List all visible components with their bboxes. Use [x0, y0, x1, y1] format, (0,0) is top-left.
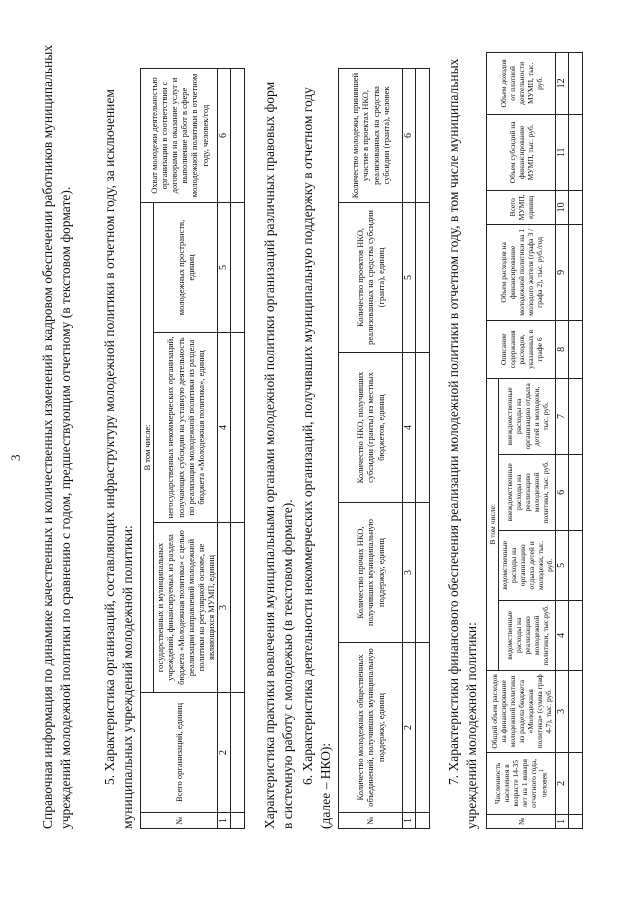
table-nko-activity [338, 68, 430, 829]
t7-col-number: 4 [556, 600, 569, 670]
table-cell [231, 69, 245, 203]
t5-header-youth-spaces: молодежных пространств, единиц [154, 203, 218, 333]
table-cell [569, 670, 583, 752]
t7-header-nondept-youth: внеждомственные расходы на реализацию молодежной политики, тыс. руб. [499, 454, 556, 530]
t6-header-nko-projects: Количество проектов НКО, реализованных на средства субсидии (гранта), единиц [339, 203, 403, 353]
t7-header-nondept-rest: внеждомственные расходы на организацию отдыха детей и молодежи, тыс. руб. [499, 378, 556, 454]
t7-col-number: 11 [556, 114, 569, 190]
t7-col-number: 9 [556, 224, 569, 320]
t6-header-youth-associations: Количество молодежных общественных объединений, получивших муниципальную поддержку, единиц [339, 643, 403, 813]
table-cell [569, 752, 583, 814]
t5-col-number: 5 [218, 203, 231, 333]
t5-header-coverage: Охват молодежи деятельностью организации в соответствии с договорами на оказание услуг и выполнение работ в сфере молодежной политики в отчетном году, человек/год [141, 69, 218, 203]
t5-header-nonprofit: негосударственных некоммерческих организаций, получающих субсидии на уставную деятельность по реализации молодежной политики из раздела бюджета «Молодежная политика», единиц [154, 333, 218, 523]
table-cell [416, 353, 430, 503]
section7-title-line-1: 7. Характеристики финансового обеспечения реализации молодежной политики в отчетном году, в том числе муниципальных [446, 58, 461, 785]
t7-header-mump-total: Всего МУМП, единиц [487, 190, 556, 224]
table-cell [569, 454, 583, 530]
t7-col-number: 8 [556, 320, 569, 378]
table-cell [569, 600, 583, 670]
section6-title-line-2: (далее – НКО): [318, 742, 333, 829]
t6-col-number: 6 [403, 69, 416, 203]
t7-header-population [487, 752, 556, 814]
t6-header-other-nko: Количество прочих НКО, получивших муниципальную поддержку, единиц [339, 503, 403, 643]
t5-header-state-municipal: государственных и муниципальных учреждений, финансируемых из раздела бюджета «Молодежная политика» с целью реализации направлений молодежной политики на регулярной основе, не являющихся МУМП, единиц [154, 523, 218, 693]
t5-header-including: В том числе: [141, 203, 154, 693]
section5-title-line-1: 5. Характеристика организаций, составляющих инфраструктуру молодежной политики в отчетном году, за исключением [102, 89, 117, 785]
table-cell [231, 333, 245, 523]
t6-header-nko-grants: Количество НКО, получивших субсидии (гранты) из местных бюджетов, единиц [339, 353, 403, 503]
t7-header-paid-income: Объем доходов от платной деятельности МУМП, тыс. руб. [487, 52, 556, 114]
table-cell [416, 203, 430, 353]
table-financial-support [486, 52, 583, 829]
t6-col-number: 5 [403, 203, 416, 353]
table-cell [569, 190, 583, 224]
t5-header-total: Всего организаций, единиц [141, 693, 218, 813]
t5-col-number: 4 [218, 333, 231, 523]
table-cell [231, 523, 245, 693]
table-cell [569, 530, 583, 600]
footnote-mark: 1 [538, 769, 546, 773]
table-cell [569, 114, 583, 190]
table-cell [416, 813, 430, 829]
table-cell [231, 693, 245, 813]
t6-col-number: 1 [403, 813, 416, 829]
t7-header-subsidies: Объем субсидий на финансирование МУМП, тыс. руб. [487, 114, 556, 190]
t7-col-number: 5 [556, 530, 569, 600]
t6-col-number: 4 [403, 353, 416, 503]
t5-col-number: 1 [218, 813, 231, 829]
section6-title-line-1: 6. Характеристика деятельности некоммерческих организаций, получивших муниципальную поддержку в отчетном году [300, 87, 315, 785]
t7-col-number: 1 [556, 814, 569, 828]
t7-header-including: В том числе: [487, 378, 499, 670]
t6-header-no: № [339, 813, 403, 829]
section5-title-line-2: муниципальных учреждений молодежной политики: [120, 525, 135, 829]
page-number: 3 [8, 454, 23, 461]
table-cell [231, 203, 245, 333]
t6-col-number: 2 [403, 643, 416, 813]
t7-header-no: № [487, 814, 556, 828]
table-cell [569, 814, 583, 828]
table-cell [569, 52, 583, 114]
table-cell [569, 378, 583, 454]
t5-col-number: 3 [218, 523, 231, 693]
t7-col-number: 3 [556, 670, 569, 752]
section7-title-line-2: учреждений молодежной политики: [464, 622, 479, 829]
intro-line-1: Справочная информация по динамике качественных и количественных изменений в кадровом обеспечении работников муниципальных [40, 44, 55, 829]
table-infrastructure-organizations [140, 68, 245, 829]
t7-col-number: 10 [556, 190, 569, 224]
t5-col-number: 6 [218, 69, 231, 203]
t7-header-expense-description: Описание содержания расходов, указанных в графе 6 [487, 320, 556, 378]
table-cell [416, 69, 430, 203]
practice-line-1: Характеристика практики вовлечения муниципальными органами молодежной политики организаций различных правовых форм [262, 81, 277, 829]
t7-col-number: 12 [556, 52, 569, 114]
practice-line-2: в системную работу с молодежью (в текстовом формате). [280, 499, 295, 829]
t7-header-dept-rest: ведомственные расходы на организацию отдыха детей и молодежи, тыс. руб. [499, 530, 556, 600]
t7-header-dept-youth: ведомственные расходы на реализацию молодежной политики, тыс.руб. [499, 600, 556, 670]
t5-col-number: 2 [218, 693, 231, 813]
t7-header-per-capita: Объем расходов на финансирование молодежной политики на 1 молодого жителя (графа 3 / графа 2), тыс. руб./год [487, 224, 556, 320]
t7-col-number: 6 [556, 454, 569, 530]
t7-header-population-text: Численность населения в возрасте 14-35 лет на 1 января отчетного года, человек [493, 758, 549, 808]
table-cell [569, 224, 583, 320]
table-cell [416, 643, 430, 813]
intro-line-2: учреждений молодежной политики по сравнению с годом, предшествующим отчетному (в текстовом формате). [58, 186, 73, 829]
table-cell [416, 503, 430, 643]
t6-header-youth-participants: Количество молодежи, принявшей участие в проектах НКО, реализованных на средства субсидии (гранта), человек [339, 69, 403, 203]
t7-col-number: 7 [556, 378, 569, 454]
t7-col-number: 2 [556, 752, 569, 814]
t7-header-total-expenses: Общий объем расходов на финансирование молодежной политики из раздела бюджета «Молодежная политика» (сумма граф 4-7), тыс. руб. [487, 670, 556, 752]
table-cell [569, 320, 583, 378]
table-cell [231, 813, 245, 829]
t6-col-number: 3 [403, 503, 416, 643]
t5-header-no: № [141, 813, 218, 829]
